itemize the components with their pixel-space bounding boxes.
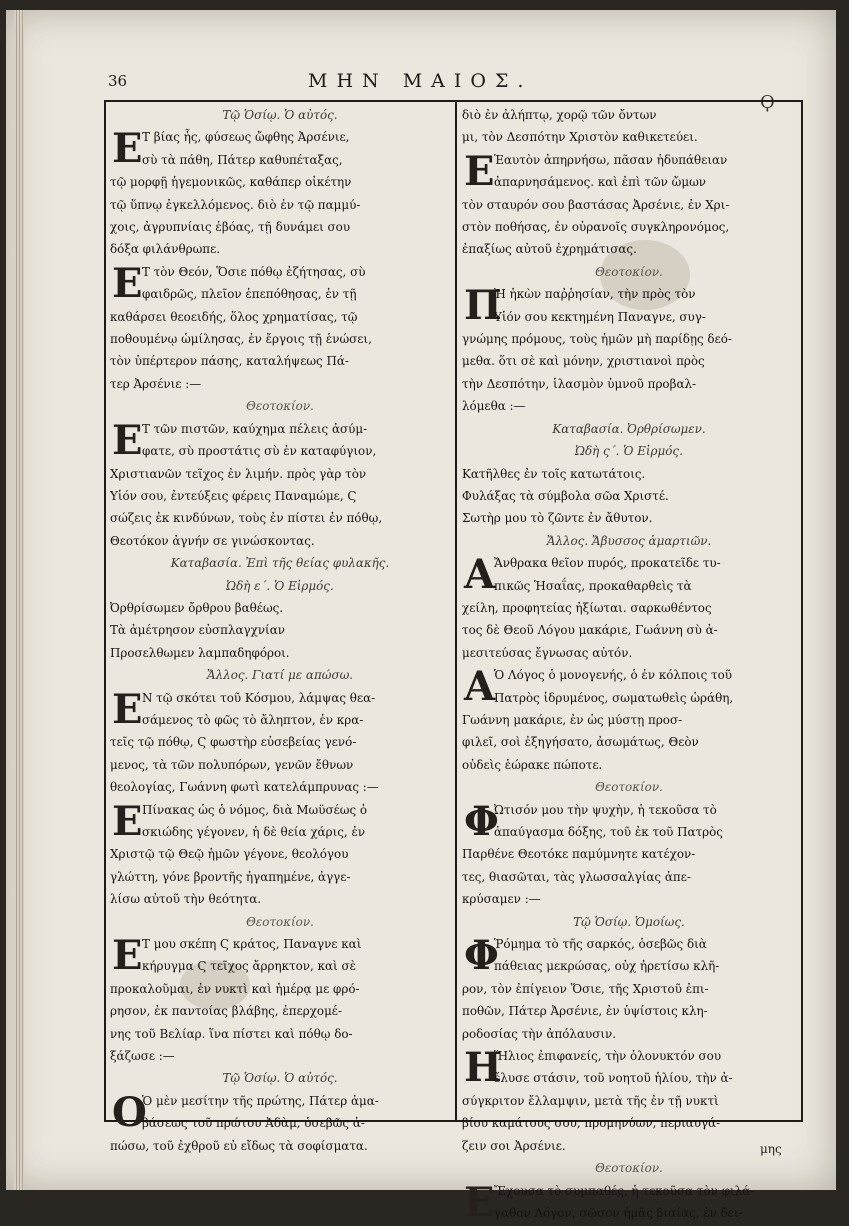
section-heading: Τῷ Ὁσίῳ. Ὁμοίως. (573, 914, 685, 929)
text-line: ἐπαξίως αὐτοῦ ἐχρημάτισας. (462, 242, 637, 257)
section-heading: Θεοτοκίον. (595, 1161, 663, 1176)
column-divider (455, 100, 457, 1120)
text-line: Ὀρθρίσωμεν ὄρθρου βαθέως. (110, 600, 284, 615)
text-line: μεθα. ὅτι σὲ καὶ μόνην, χριστιανοὶ πρὸς (462, 354, 705, 369)
text-line: διὸ ἐν ἀλήπτῳ, χορῷ τῶν ὄντων (462, 108, 657, 122)
text-line: χείλη, προφητείας ἠξίωται. σαρκωθέντος (462, 600, 712, 615)
text-line: Παρθένε Θεοτόκε παμύμνητε κατέχον- (462, 847, 696, 862)
text-line: ἀπαρνησάμενος. καὶ ἐπὶ τῶν ὤμων (494, 175, 707, 190)
text-line: γλώττη, γόνε βροντῆς ἠγαπημένε, ἀγγε- (110, 869, 351, 884)
section-heading: Καταβασία. Ἐπὶ τῆς θείας φυλακῆς. (170, 556, 390, 571)
text-line: γνώμης πρόμους, τοὺς ἡμῶν μὴ παρίδῃς δεό- (462, 332, 732, 347)
hymn-stanza (110, 126, 450, 260)
section-heading: Ὠδὴ ε΄. Ὁ Εἱρμός. (226, 578, 334, 593)
text-line: Ἔχουσα τὸ συμπαθές, ἡ τεκοῦσα τὸν φιλά- (494, 1183, 755, 1198)
text-line: κρύσαμεν :— (462, 892, 541, 907)
text-line: Χριστῷ τῷ Θεῷ ἡμῶν γέγονε, θεολόγου (110, 847, 349, 862)
hymn-stanza (462, 1180, 796, 1225)
hymn-stanza (462, 664, 796, 776)
text-line: θεολογίας, Γωάννη φωτὶ κατελάμπρυνας :— (110, 780, 379, 795)
decorated-initial: Ε (464, 1178, 495, 1226)
text-line: μενος, τὰ τῶν πολυπόρων, γενῶν ἔθνων (110, 757, 354, 772)
decorated-initial: Π (464, 282, 502, 330)
text-line: τὴν Δεσπότην, ἱλασμὸν ὑμνοῦ προβαλ- (462, 376, 697, 391)
hymn-stanza (110, 261, 450, 395)
hymn-stanza (462, 463, 796, 530)
text-line: Γωάννη μακάριε, ἐν ὡς μύστῃ προσ- (462, 712, 683, 727)
text-line: σύγκριτον ἔλλαμψιν, μετὰ τῆς ἐν τῇ νυκτὶ (462, 1093, 719, 1108)
text-line: Ν τῷ σκότει τοῦ Κόσμου, λάμψας θεα- (142, 690, 376, 705)
catchword: μης (760, 1142, 782, 1156)
text-line: γαθον Λόγον, σῶσον ἡμᾶς βιαίας, ἐν δει- (494, 1205, 743, 1220)
text-line: χοις, ἀγρυπνίαις ἐβόας, τῇ δυνάμει σου (110, 220, 351, 235)
hymn-stanza (110, 933, 450, 1067)
decorated-initial: Ε (112, 416, 143, 464)
text-line: Ἑαυτὸν ἀπηρνήσω, πᾶσαν ἡδυπάθειαν (494, 152, 728, 167)
text-line: οὐδεὶς ἑώρακε πώποτε. (462, 757, 603, 772)
text-line: στὸν ποθήσας, ἐν οὐρανοῖς συγκληρονόμος, (462, 220, 730, 235)
text-line: ρησον, ἐκ παντοίας βλάβης, ἐπερχομέ- (110, 1004, 342, 1019)
text-line: Σωτὴρ μου τὸ ζῶντε ἐν ἄθυτον. (462, 511, 653, 526)
text-line: Τ βίας ἦς, φύσεως ὤφθης Ἀρσένιε, (142, 130, 350, 145)
text-line: σὺ τὰ πάθη, Πάτερ καθυπέταξας, (142, 152, 343, 167)
hymn-stanza (462, 104, 796, 149)
text-line: τερ Ἀρσένιε :— (110, 376, 202, 391)
decorated-initial: Φ (464, 932, 499, 980)
text-line: τες, θιασῶται, τὰς γλωσσαλγίας ἀπε- (462, 869, 691, 884)
decorated-initial: Α (464, 663, 496, 711)
text-line: κήρυγμα Ϛ τεῖχος ἄρρηκτον, καὶ σὲ (142, 959, 356, 974)
hymn-stanza (462, 552, 796, 664)
section-heading: Θεοτοκίον. (595, 264, 663, 279)
running-title: ΜΗΝ ΜΑΙΟΣ. (308, 70, 533, 92)
text-line: Ἄνθρακα θεῖον πυρός, προκατεῖδε τυ- (494, 556, 721, 571)
text-line: ποθουμένῳ ὡμίλησας, ἐν ἔργοις τῇ ἑνώσει, (110, 332, 372, 347)
hymn-stanza (110, 799, 450, 911)
left-column (110, 104, 450, 1157)
text-line: Υἱόν σου, ἐντεύξεις φέρεις Παναμώμε, Ϛ (110, 488, 357, 503)
text-line: πώσω, τοῦ ἐχθροῦ εὐ εἴδως τὰ σοφίσματα. (110, 1138, 368, 1153)
hymn-stanza (462, 933, 796, 1045)
text-line: ρον, τὸν ἐπίγειον Ὅσιε, τῆς Χριστοῦ ἐπι- (462, 981, 709, 996)
text-line: Πίνακας ὡς ὁ νόμος, διὰ Μωϋσέως ὁ (142, 802, 368, 817)
text-line: Τ τῶν πιστῶν, καύχημα πέλεις ἀσύμ- (142, 421, 368, 436)
hymn-stanza (462, 283, 796, 417)
text-line: πικῶς Ἡσαΐας, προκαθαρθεὶς τὰ (494, 578, 692, 593)
text-line: προκαλοῦμαι, ἐν νυκτὶ καὶ ἡμέρᾳ με φρό- (110, 981, 360, 996)
section-heading: Θεοτοκίον. (246, 399, 314, 414)
text-line: μι, τὸν Δεσπότην Χριστὸν καθικετεύει. (462, 130, 698, 145)
text-line: ροδοσίας τὴν ἀπόλαυσιν. (462, 1026, 617, 1041)
decorated-initial: Ε (112, 797, 143, 845)
text-line: Ὁ Λόγος ὁ μονογενής, ὁ ἐν κόλποις τοῦ (494, 668, 732, 683)
text-line: Τ τὸν Θεόν, Ὅσιε πόθῳ ἐζήτησας, σὺ (142, 264, 366, 279)
decorated-initial: Ε (464, 147, 495, 195)
text-line: μεσιτεύσας ἔγνωσας αὐτόν. (462, 645, 633, 660)
hymn-stanza (462, 1045, 796, 1157)
text-line: τὸν ὑπέρτερον πάσης, καταλήψεως Πά- (110, 354, 349, 369)
text-line: τῷ μορφῇ ἡγεμονικῶς, καθάπερ οἰκέτην (110, 175, 352, 190)
hymn-stanza (462, 799, 796, 911)
text-line: Ἥλιος ἐπιφανείς, τὴν ὁλονυκτόν σου (494, 1049, 722, 1064)
decorated-initial: Ε (112, 932, 143, 980)
margin-mark: Ϙ (760, 92, 775, 113)
text-line: Ὠτισόν μου τὴν ψυχὴν, ἡ τεκοῦσα τὸ (494, 802, 717, 817)
text-line: Κατῆλθες ἐν τοῖς κατωτάτοις. (462, 466, 646, 481)
text-line: λόμεθα :— (462, 399, 526, 414)
hymn-stanza (462, 149, 796, 261)
decorated-initial: Φ (464, 797, 499, 845)
text-line: Φυλάξας τὰ σύμβολα σῶα Χριστέ. (462, 488, 669, 503)
text-line: ἀπαύγασμα δόξης, τοῦ ἐκ τοῦ Πατρὸς (494, 825, 723, 839)
text-line: Τὰ ἀμέτρησον εὐσπλαγχνίαν (110, 623, 285, 638)
text-line: ἔλυσε στάσιν, τοῦ νοητοῦ ἡλίου, τὴν ἀ- (494, 1071, 733, 1086)
text-line: πάθειας μεκρώσας, οὐχ ἠρετίσω κλῆ- (494, 959, 720, 974)
section-heading: Καταβασία. Ὀρθρίσωμεν. (552, 421, 706, 436)
section-heading: Θεοτοκίον. (595, 780, 663, 795)
page-number: 36 (108, 72, 128, 90)
right-column (462, 104, 796, 1224)
hymn-stanza (110, 1090, 450, 1157)
section-heading: Θεοτοκίον. (246, 914, 314, 929)
decorated-initial: Η (464, 1044, 502, 1092)
text-line: νης τοῦ Βελίαρ. ἵνα πίστει καὶ πόθῳ δο- (110, 1026, 353, 1041)
text-line: τῷ ὕπνῳ ἐγκελλόμενος. διὸ ἐν τῷ παμμύ- (110, 197, 361, 212)
text-line: ποθῶν, Πάτερ Ἀρσένιε, ἐν ὑψίστοις κλη- (462, 1004, 708, 1019)
text-line: σάμενος τὸ φῶς τὸ ἄληπτον, ἐν κρα- (142, 712, 364, 727)
text-line: ζειν σοι Ἀρσένιε. (462, 1138, 566, 1153)
text-line: βίου καμάτους σου, προμηνύων, περιαυγά- (462, 1116, 721, 1131)
decorated-initial: Ε (112, 685, 143, 733)
section-heading: Ἄλλος. Γιατί με απώσω. (206, 668, 354, 683)
decorated-initial: Ε (112, 125, 143, 173)
section-heading: Τῷ Ὁσίῳ. Ὁ αὐτός. (222, 108, 338, 122)
page-edge-decoration (14, 10, 24, 1190)
text-line: Θεοτόκον ἀγνήν σε γινώσκοντας. (110, 533, 315, 548)
section-heading: Ὠδὴ ς΄. Ὁ Εἱρμός. (575, 444, 683, 459)
text-line: Ἠ ἡκὼν παῤῥησίαν, τὴν πρὸς τὸν (494, 287, 696, 302)
text-line: καθάρσει θεοειδής, ὅλος χρηματίσας, τῷ (110, 309, 358, 324)
hymn-stanza (110, 687, 450, 799)
text-line: τὸν σταυρόν σου βαστάσας Ἀρσένιε, ἐν Χρι- (462, 197, 730, 212)
text-line: Ῥόμημα τὸ τῆς σαρκός, ὁσεβῶς διὰ (494, 937, 707, 952)
section-heading: Τῷ Ὁσίῳ. Ὁ αὐτός. (222, 1071, 338, 1086)
hymn-stanza (110, 418, 450, 552)
decorated-initial: Α (464, 551, 496, 599)
page-header (108, 72, 788, 102)
text-line: ξάζωσε :— (110, 1049, 175, 1064)
text-line: δόξα φιλάνθρωπε. (110, 242, 221, 257)
text-line: φατε, σὺ προστάτις σὺ ἐν καταφύγιον, (142, 444, 377, 459)
text-line: Ὁ μὲν μεσίτην τῆς πρώτης, Πάτερ ἀμα- (142, 1093, 379, 1108)
text-line: Τ μου σκέπη Ϛ κράτος, Παναγνε καὶ (142, 937, 362, 952)
decorated-initial: Ε (112, 259, 143, 307)
text-line: βάσεως τοῦ πρώτου Ἀδὰμ, ὁσεβῶς ἀ- (142, 1116, 365, 1131)
text-line: τεῖς τῷ πόθῳ, Ϛ φωστὴρ εὐσεβείας γενό- (110, 735, 357, 750)
text-line: σώζεις ἐκ κινδύνων, τοὺς ἐν πίστει ἐν πόθῳ, (110, 511, 383, 526)
hymn-stanza (110, 597, 450, 664)
text-line: σκιώδης γέγονεν, ἡ δὲ θεία χάρις, ἐν (142, 825, 366, 839)
text-line: Χριστιανῶν τεῖχος ἐν λιμήν. πρὸς γὰρ τὸν (110, 466, 367, 481)
text-line: Υἱόν σου κεκτημένη Παναγνε, συγ- (494, 309, 706, 324)
text-line: τος δὲ Θεοῦ Λόγου μακάριε, Γωάννη σὺ ἀ- (462, 623, 718, 638)
text-line: φιλεῖ, σοὶ ἐξηγήσατο, ἀσωμάτως, Θεὸν (462, 735, 699, 750)
text-line: λίσω αὐτοῦ τὴν θεότητα. (110, 892, 262, 907)
section-heading: Ἄλλος. Ἄβυσσος ἁμαρτιῶν. (546, 533, 712, 548)
text-line: Προσελθωμεν λαμπαδηφόροι. (110, 645, 290, 660)
text-line: Πατρὸς ἱδρυμένος, σωματωθεὶς ὡράθη, (494, 690, 734, 705)
text-line: φαιδρῶς, πλεῖον ἐπεπόθησας, ἐν τῇ (142, 287, 357, 302)
decorated-initial: Ο (112, 1088, 147, 1136)
